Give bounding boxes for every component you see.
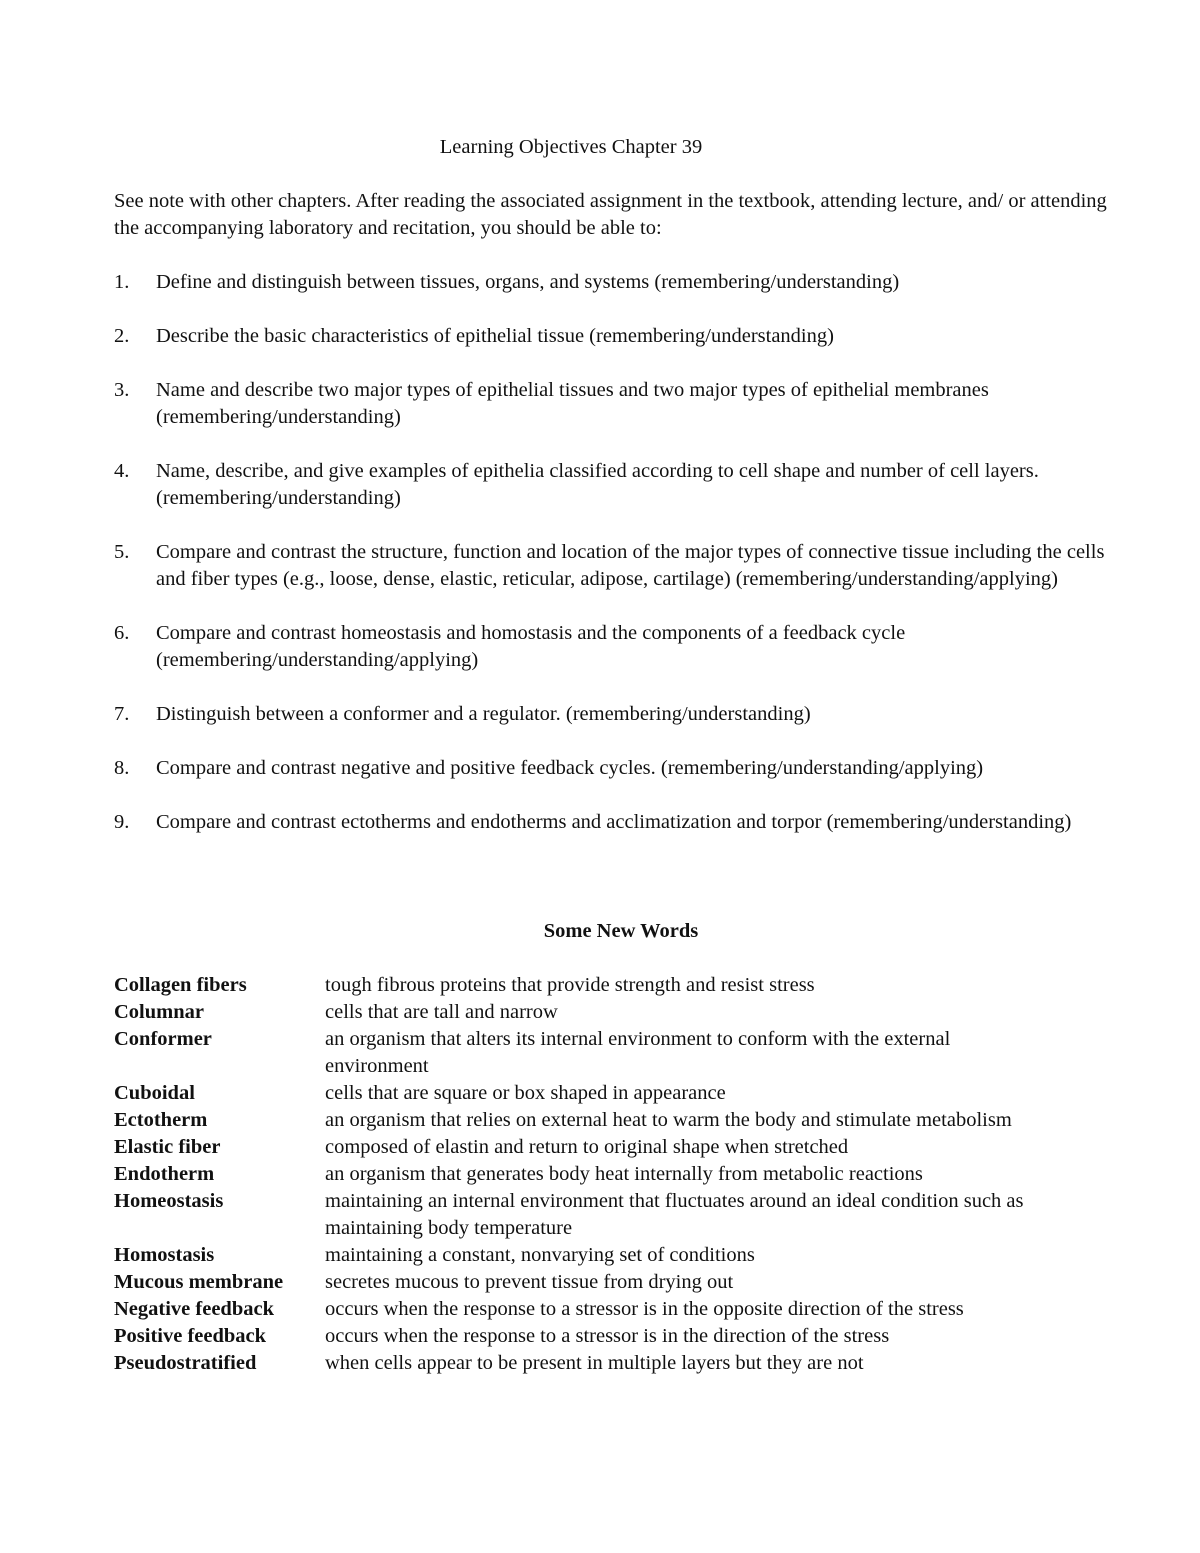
glossary-definition: occurs when the response to a stressor is in the opposite direction of the stress	[325, 1298, 964, 1320]
objective-item	[114, 809, 1124, 836]
objective-item	[114, 755, 1124, 782]
glossary-definition: when cells appear to be present in multiple layers but they are not	[325, 1352, 864, 1374]
objective-text: Distinguish between a conformer and a regulator. (remembering/understanding)	[156, 703, 811, 725]
glossary-term: Pseudostratified	[114, 1352, 257, 1374]
glossary-term: Homeostasis	[114, 1190, 224, 1212]
objective-item	[114, 377, 1124, 431]
objective-text: Define and distinguish between tissues, organs, and systems (remembering/understanding)	[156, 271, 900, 293]
intro-paragraph: See note with other chapters. After reading the associated assignment in the textbook, attending lecture, and/ or attending the accompanying laboratory and recitation, you should be able to:	[114, 190, 1107, 239]
objective-number: 9.	[114, 811, 130, 833]
glossary-row	[114, 1188, 1054, 1242]
glossary-definition: cells that are square or box shaped in appearance	[325, 1082, 726, 1104]
objective-item	[114, 701, 1124, 728]
glossary-term: Columnar	[114, 1001, 204, 1023]
glossary-definition: an organism that generates body heat internally from metabolic reactions	[325, 1163, 923, 1185]
objectives-list	[114, 269, 1124, 863]
objective-text: Compare and contrast ectotherms and endotherms and acclimatization and torpor (remembering/understanding)	[156, 811, 1072, 833]
glossary-term: Mucous membrane	[114, 1271, 284, 1293]
objective-item	[114, 269, 1124, 296]
objective-text: Name, describe, and give examples of epithelia classified according to cell shape and number of cell layers. (remembering/understanding)	[156, 460, 1039, 509]
glossary-definition: maintaining an internal environment that fluctuates around an ideal condition such as maintaining body temperature	[325, 1190, 1024, 1239]
glossary-definition: tough fibrous proteins that provide strength and resist stress	[325, 974, 815, 996]
glossary-term: Cuboidal	[114, 1082, 195, 1104]
objective-item	[114, 539, 1124, 593]
page-title: Learning Objectives Chapter 39	[439, 136, 703, 158]
objective-number: 6.	[114, 622, 130, 644]
glossary-definition: cells that are tall and narrow	[325, 1001, 558, 1023]
objective-text: Describe the basic characteristics of epithelial tissue (remembering/understanding)	[156, 325, 834, 347]
glossary-definition: maintaining a constant, nonvarying set of conditions	[325, 1244, 755, 1266]
glossary-term: Homostasis	[114, 1244, 215, 1266]
objective-number: 5.	[114, 541, 130, 563]
glossary-row	[114, 1350, 1054, 1377]
objective-number: 8.	[114, 757, 130, 779]
glossary-row	[114, 1242, 1054, 1269]
glossary-term: Collagen fibers	[114, 974, 247, 996]
objective-item	[114, 323, 1124, 350]
glossary-term: Elastic fiber	[114, 1136, 221, 1158]
objective-number: 7.	[114, 703, 130, 725]
objective-number: 2.	[114, 325, 130, 347]
objective-number: 4.	[114, 460, 130, 482]
glossary-definition: occurs when the response to a stressor is in the direction of the stress	[325, 1325, 890, 1347]
objective-number: 1.	[114, 271, 130, 293]
objective-text: Compare and contrast homeostasis and homostasis and the components of a feedback cycle (remembering/understanding/applying)	[156, 622, 906, 671]
glossary-row	[114, 1323, 1054, 1350]
glossary-term: Endotherm	[114, 1163, 215, 1185]
objective-text: Name and describe two major types of epithelial tissues and two major types of epithelial membranes (remembering/understanding)	[156, 379, 989, 428]
objective-number: 3.	[114, 379, 130, 401]
glossary-term: Positive feedback	[114, 1325, 267, 1347]
glossary-heading: Some New Words	[543, 920, 699, 942]
objective-item	[114, 458, 1124, 512]
glossary-row	[114, 1080, 1054, 1107]
glossary-definition: secretes mucous to prevent tissue from drying out	[325, 1271, 734, 1293]
glossary-row	[114, 1134, 1054, 1161]
glossary-definition: an organism that alters its internal environment to conform with the external environment	[325, 1028, 951, 1077]
glossary-row	[114, 1107, 1054, 1134]
glossary-term: Ectotherm	[114, 1109, 208, 1131]
objective-item	[114, 620, 1124, 674]
glossary-list	[114, 972, 1054, 1377]
glossary-row	[114, 1269, 1054, 1296]
glossary-term: Negative feedback	[114, 1298, 274, 1320]
glossary-row	[114, 1161, 1054, 1188]
glossary-row	[114, 999, 1054, 1026]
glossary-definition: an organism that relies on external heat to warm the body and stimulate metabolism	[325, 1109, 1012, 1131]
objective-text: Compare and contrast the structure, function and location of the major types of connective tissue including the cells and fiber types (e.g., loose, dense, elastic, reticular, adipose, cartilage) (remembering/understanding/applying)	[156, 541, 1105, 590]
glossary-row	[114, 1026, 1054, 1080]
objective-text: Compare and contrast negative and positive feedback cycles. (remembering/understanding/applying)	[156, 757, 984, 779]
glossary-term: Conformer	[114, 1028, 212, 1050]
glossary-row	[114, 972, 1054, 999]
glossary-definition: composed of elastin and return to original shape when stretched	[325, 1136, 849, 1158]
glossary-row	[114, 1296, 1054, 1323]
